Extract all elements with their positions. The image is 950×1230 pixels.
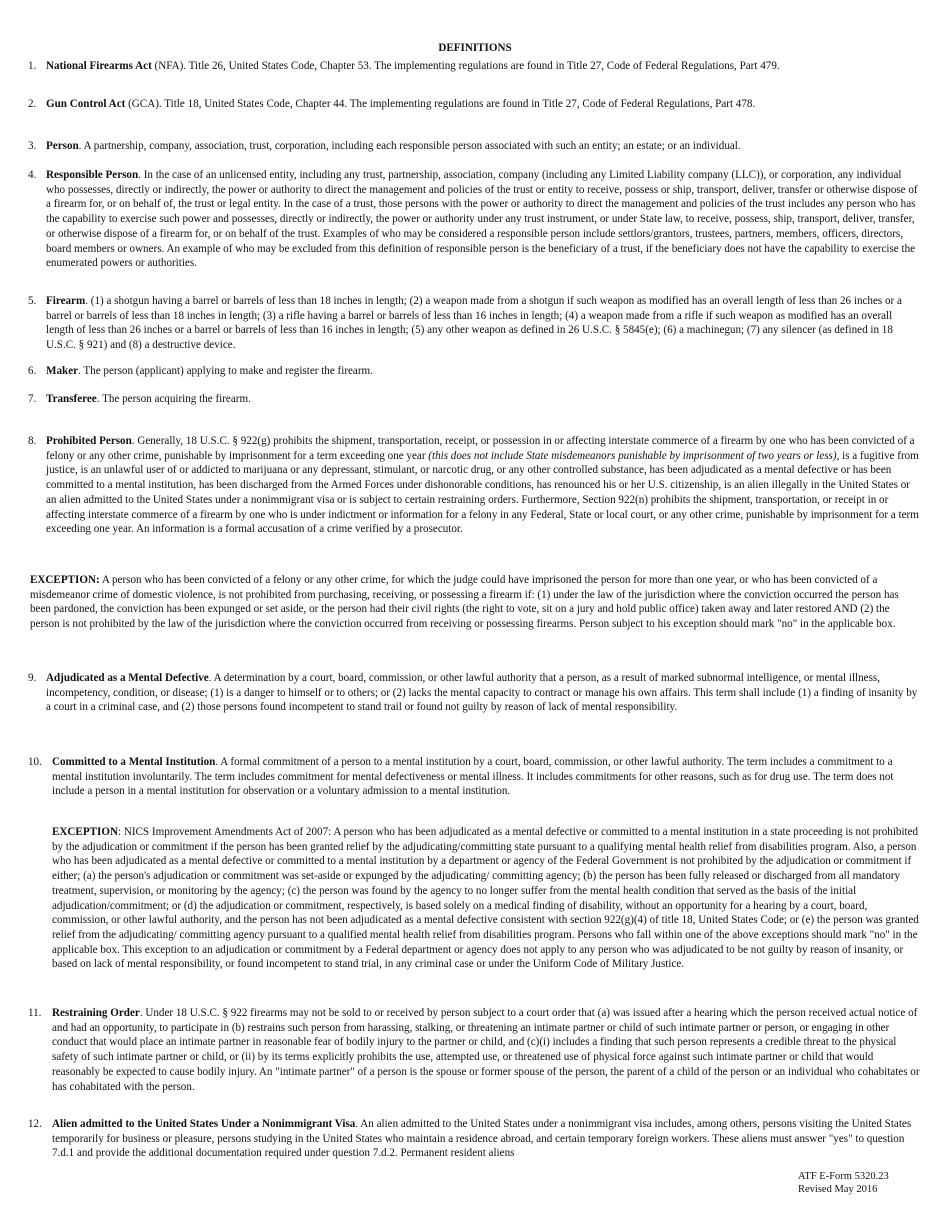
item-term: National Firearms Act bbox=[46, 60, 152, 72]
item-number: 5. bbox=[28, 295, 37, 307]
item-text: . Under 18 U.S.C. § 922 firearms may not be sold to or received by person subject to a court order that (a) was issued after a hearing which the person received actual notice of and had an opportunity, to participate in (b) restrains such person from harassing, stalking, or threatening an intimate partner or child of such intimate partner or person, or engaging in other conduct that would place an intimate partner in reasonable fear of bodily injury to the partner or child, and (c)(i) includes a finding that such person represents a credible threat to the physical safety of such intimate partner or child, or (ii) by its terms explicitly prohibits the use, attempted use, or threatened use of physical force against such intimate partner or child that would reasonably be expected to cause bodily injury. An "intimate partner" of a person is the spouse or former spouse of the person, the parent of a child of the person or an individual who cohabitates or has cohabitated with the person. bbox=[52, 1007, 920, 1093]
item-text: (NFA). Title 26, United States Code, Chapter 53. The implementing regulations are found in Title 27, Code of Federal Regulations, Part 479. bbox=[151, 60, 780, 72]
item-term: Committed to a Mental Institution bbox=[52, 756, 216, 768]
definition-item bbox=[28, 392, 921, 407]
revision-date: Revised May 2016 bbox=[798, 1184, 878, 1195]
definition-item bbox=[28, 59, 921, 74]
exception-text: : NICS Improvement Amendments Act of 2007: A person who has been adjudicated as a mental defective or committed to a mental institution in a state proceeding is not prohibited by the adjudication or commitment if the person has been granted relief by the adjudicating/committing state pursuant to a qualifying mental health relief from disabilities program. Also, a person who has been adjudicated as a mental defective or committed to a mental institution by a department or agency of the Federal Government is not prohibited by the adjudication or commitment if either; (a) the person's adjudication or commitment was set-aside or expunged by the adjudicating/ committing agency; (b) the person has been fully released or discharged from all mandatory treatment, supervision, or monitoring by the agency; (c) the person was found by the agency to no longer suffer from the mental health condition that served as the basis of the initial adjudication/commitment; or (d) the adjudication or commitment, respectively, is based solely on a medical finding of disability, without an opportunity for a hearing by a court, board, commission, or other lawful authority, and the person has not been adjudicated as a mental defective consistent with section 922(g)(4) of title 18, United States Code; or (e) the person was granted relief from the adjudicating/ committing agency pursuant to a qualified mental health relief from disabilities program. Persons who fall within one of the above exceptions should mark "no" in the applicable box. This exception to an adjudication or commitment by a Federal department or agency does not apply to any person who was adjudicated to be not guilty by reason of insanity, or based on lack of mental responsibility, or found incompetent to stand trial, in any criminal case or under the Uniform Code of Military Justice. bbox=[52, 826, 919, 971]
item-term: Transferee bbox=[46, 393, 97, 405]
item-term: Responsible Person bbox=[46, 169, 139, 181]
definition-item bbox=[28, 168, 921, 271]
page-title: DEFINITIONS bbox=[438, 42, 512, 54]
item-number: 12. bbox=[28, 1118, 42, 1130]
item-term: Maker bbox=[46, 365, 79, 377]
item-term: Alien admitted to the United States Under a Nonimmigrant Visa bbox=[52, 1118, 356, 1130]
definition-item bbox=[28, 97, 921, 112]
definition-item bbox=[28, 671, 921, 715]
exception-label: EXCEPTION bbox=[52, 826, 118, 838]
item-number: 1. bbox=[28, 60, 37, 72]
item-term: Restraining Order bbox=[52, 1007, 140, 1019]
item-number: 9. bbox=[28, 672, 37, 684]
item-text: . An alien admitted to the United States under a nonimmigrant visa includes, among others, persons visiting the United States temporarily for business or pleasure, persons studying in the United States who maintain a residence abroad, and certain temporary foreign workers. These aliens must answer "yes" to question 7.d.1 and provide the additional documentation required under question 7.d.2. Permanent resident aliens bbox=[52, 1118, 912, 1160]
item-text: . (1) a shotgun having a barrel or barrels of less than 18 inches in length; (2) a weapon made from a shotgun if such weapon as modified has an overall length of less than 26 inches or a barrel or barrels of less than 18 inches in length; (3) a rifle having a barrel or barrels of less than 16 inches in length; (4) a weapon made from a rifle if such weapon as modified has an overall length of less than 26 inches or a barrel or barrels of less than 16 inches in length; (5) any other weapon as defined in 26 U.S.C. § 5845(e); (6) a machinegun; (7) any silencer (as defined in 18 U.S.C. § 921) and (8) a destructive device. bbox=[46, 295, 902, 352]
item-text: . The person acquiring the firearm. bbox=[96, 393, 251, 405]
item-text: (GCA). Title 18, United States Code, Chapter 44. The implementing regulations are found in Title 27, Code of Federal Regulations, Part 478. bbox=[125, 98, 756, 110]
item-number: 8. bbox=[28, 435, 37, 447]
item-text-italic: (this does not include State misdemeanors punishable by imprisonment of two years or less) bbox=[428, 449, 837, 462]
form-footer bbox=[798, 1170, 889, 1196]
exception-paragraph bbox=[52, 825, 921, 972]
item-number: 7. bbox=[28, 393, 37, 405]
definition-item bbox=[28, 1006, 921, 1094]
item-text: . The person (applicant) applying to make and register the firearm. bbox=[78, 365, 373, 377]
item-text: . A determination by a court, board, commission, or other lawful authority that a person, as a result of marked subnormal intelligence, or mental illness, incompetency, condition, or disease; (1) is a danger to himself or to others; or (2) lacks the mental capacity to contract or manage his own affairs. This term shall include (1) a finding of insanity by a court in a criminal case, and (2) those persons found incompetent to stand trail or found not guilty by reason of lack of mental responsibility. bbox=[46, 672, 918, 714]
item-term: Firearm bbox=[46, 295, 86, 307]
item-term: Adjudicated as a Mental Defective bbox=[46, 672, 209, 684]
item-number: 6. bbox=[28, 365, 37, 377]
item-term: Gun Control Act bbox=[46, 98, 126, 110]
item-number: 3. bbox=[28, 140, 37, 152]
definition-item bbox=[28, 755, 921, 799]
item-number: 10. bbox=[28, 756, 42, 768]
item-text: . In the case of an unlicensed entity, including any trust, partnership, association, company (including any Limited Liability company (LLC)), or corporation, any individual who possesses, directly or indirectly, the power or authority to direct the management and policies of the trust or entity to receive, possess or ship, transport, deliver, transfer or otherwise dispose of a firearm for, or on behalf of, the trust or legal entity. In the case of a trust, those persons with the power or authority to direct the management and policies of the trust includes any person who has the capability to exercise such power and possesses, directly or indirectly, the power or authority under any trust instrument, or under State law, to receive, possess, ship, transport, deliver, transfer, or otherwise dispose of a firearm for, or on behalf of the trust. Examples of who may be considered a responsible person include settlors/grantors, trustees, partners, members, officers, directors, board members or owners. An example of who may be excluded from this definition of responsible person is the beneficiary of a trust, if the beneficiary does not have the capability to exercise the enumerated powers or authorities. bbox=[46, 169, 918, 270]
exception-text: A person who has been convicted of a felony or any other crime, for which the judge could have imprisoned the person for more than one year, or who has been convicted of a misdemeanor crime of domestic violence, is not prohibited from purchasing, receiving, or possessing a firearm if: (1) under the law of the jurisdiction where the conviction occurred the person has been pardoned, the conviction has been expunged or set aside, or the person had their civil rights (the right to vote, sit on a jury and hold public office) taken away and later restored AND (2) the person is not prohibited by the law of the jurisdiction where the conviction occurred from receiving or possessing firearms. Person subject to his exception should mark "no" in the applicable box. bbox=[30, 574, 899, 631]
item-text: . A formal commitment of a person to a mental institution by a court, board, commission, or other lawful authority. The term includes a commitment to a mental institution involuntarily. The term includes commitment for mental defectiveness or mental illness. It includes commitments for other reasons, such as for drug use. The term does not include a person in a mental institution for observation or a voluntary admission to a mental institution. bbox=[52, 756, 894, 798]
definition-item bbox=[28, 364, 921, 379]
definition-item bbox=[28, 434, 921, 537]
item-number: 11. bbox=[28, 1007, 42, 1019]
item-number: 4. bbox=[28, 169, 37, 181]
exception-paragraph bbox=[30, 573, 921, 632]
item-text: , is a fugitive from justice, is an unlawful user of or addicted to marijuana or any depressant, stimulant, or narcotic drug, or any other controlled substance, has been adjudicated as a mental defective or has been committed to a mental institution, has been discharged from the Armed Forces under dishonorable conditions, has renounced his or her U.S. citizenship, is an alien illegally in the United States or an alien admitted to the United States under a nonimmigrant visa or is subject to certain restraining orders. Furthermore, Section 922(n) prohibits the shipment, transportation, or receipt in or affecting interstate commerce of a firearm by one who is under indictment or information for a felony in any Federal, State or local court, or any other crime, punishable by imprisonment for a term exceeding one year. An information is a formal accusation of a crime verified by a prosecutor. bbox=[46, 449, 919, 536]
definition-item bbox=[28, 139, 921, 154]
definition-item bbox=[28, 294, 921, 353]
item-term: Prohibited Person bbox=[46, 435, 132, 447]
item-term: Person bbox=[46, 140, 79, 152]
item-text: . A partnership, company, association, trust, corporation, including each responsible person associated with such an entity; an estate; or an individual. bbox=[78, 140, 741, 152]
item-number: 2. bbox=[28, 98, 37, 110]
item-text: . Generally, 18 U.S.C. § 922(g) prohibits the shipment, transportation, receipt, or possession in or affecting interstate commerce of a firearm by one who has been convicted of a felony or any other crime, punishable by imprisonment for a term exceeding one year bbox=[46, 435, 915, 462]
form-number: ATF E-Form 5320.23 bbox=[798, 1171, 889, 1182]
definition-item bbox=[28, 1117, 921, 1161]
exception-label: EXCEPTION: bbox=[30, 574, 100, 586]
